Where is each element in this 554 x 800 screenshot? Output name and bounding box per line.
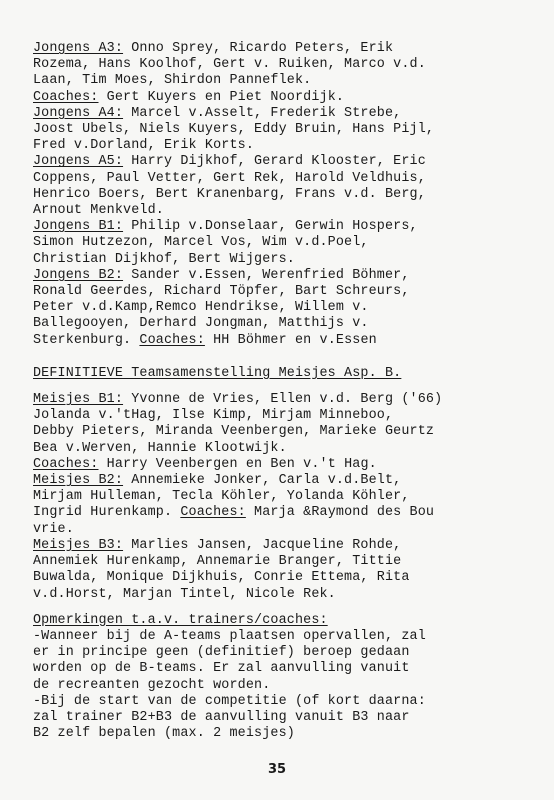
line-text: Jolanda v.'tHag, Ilse Kimp, Mirjam Minneboo, bbox=[33, 408, 394, 424]
coaches-label: Coaches: bbox=[33, 456, 99, 472]
line-text: Arnout Menkveld. bbox=[33, 203, 164, 219]
line-text: Annemieke Jonker, Carla v.d.Belt, bbox=[123, 473, 402, 489]
text-line bbox=[33, 473, 545, 489]
line-text: Ballegooyen, Derhard Jongman, Matthijs v. bbox=[33, 316, 369, 332]
text-line bbox=[33, 710, 545, 726]
line-text: worden op de B-teams. Er zal aanvulling vanuit bbox=[33, 661, 410, 677]
text-line bbox=[33, 441, 545, 457]
spacer bbox=[33, 603, 545, 613]
line-text: Debby Pieters, Miranda Veenbergen, Marieke Geurtz bbox=[33, 424, 435, 440]
text-line bbox=[33, 235, 545, 251]
text-line bbox=[33, 522, 545, 538]
team-label: Meisjes B2: bbox=[33, 473, 124, 489]
text-line bbox=[33, 489, 545, 505]
section-opmerkingen bbox=[33, 613, 545, 743]
text-line bbox=[33, 424, 545, 440]
coaches-label: Coaches: bbox=[139, 332, 205, 348]
line-text: Peter v.d.Kamp,Remco Hendrikse, Willem v. bbox=[33, 300, 369, 316]
spacer bbox=[33, 349, 545, 366]
page-number: 35 bbox=[267, 762, 287, 777]
text-line bbox=[33, 57, 545, 73]
line-text: v.d.Horst, Marjan Tintel, Nicole Rek. bbox=[33, 586, 336, 602]
line-text: B2 zelf bepalen (max. 2 meisjes) bbox=[33, 726, 295, 742]
line-text: Christian Dijkhof, Bert Wijgers. bbox=[33, 251, 295, 267]
line-text: Joost Ubels, Niels Kuyers, Eddy Bruin, Hans Pijl, bbox=[33, 122, 435, 138]
line-text: Philip v.Donselaar, Gerwin Hospers, bbox=[123, 219, 418, 235]
team-label: Meisjes B1: bbox=[33, 392, 124, 408]
text-line bbox=[33, 122, 545, 138]
line-text: Sterkenburg. bbox=[33, 332, 140, 348]
section-heading: Opmerkingen t.a.v. trainers/coaches: bbox=[33, 612, 328, 628]
text-line bbox=[33, 252, 545, 268]
text-line bbox=[33, 154, 545, 170]
line-text: Simon Hutzezon, Marcel Vos, Wim v.d.Poel, bbox=[33, 235, 369, 251]
text-line bbox=[33, 457, 545, 473]
text-line bbox=[33, 587, 545, 603]
text-line bbox=[33, 726, 545, 742]
line-text: Rozema, Hans Koolhof, Gert v. Ruiken, Marco v.d. bbox=[33, 57, 426, 73]
text-line bbox=[33, 187, 545, 203]
text-line bbox=[33, 219, 545, 235]
spacer bbox=[33, 382, 545, 392]
team-label: Meisjes B3: bbox=[33, 537, 124, 553]
document-body bbox=[33, 41, 545, 742]
text-line bbox=[33, 284, 545, 300]
line-text: Annemiek Hurenkamp, Annemarie Branger, Tittie bbox=[33, 554, 402, 570]
text-line bbox=[33, 203, 545, 219]
text-line bbox=[33, 694, 545, 710]
line-text: Sander v.Essen, Werenfried Böhmer, bbox=[123, 267, 410, 283]
line-text: Yvonne de Vries, Ellen v.d. Berg ('66) bbox=[123, 392, 443, 408]
team-label: Jongens A5: bbox=[33, 154, 124, 170]
text-line bbox=[33, 106, 545, 122]
line-text: Coppens, Paul Vetter, Gert Rek, Harold Veldhuis, bbox=[33, 170, 426, 186]
text-line bbox=[33, 138, 545, 154]
text-line bbox=[33, 333, 545, 349]
section-heading: DEFINITIEVE Teamsamenstelling Meisjes Asp. B. bbox=[33, 365, 402, 381]
line-text: HH Böhmer en v.Essen bbox=[204, 332, 377, 348]
text-line bbox=[33, 300, 545, 316]
line-text: vrie. bbox=[33, 521, 74, 537]
line-text: de recreanten gezocht worden. bbox=[33, 677, 271, 693]
line-text: Buwalda, Monique Dijkhuis, Conrie Ettema, Rita bbox=[33, 570, 410, 586]
text-line bbox=[33, 408, 545, 424]
text-line bbox=[33, 629, 545, 645]
line-text: Mirjam Hulleman, Tecla Köhler, Yolanda Köhler, bbox=[33, 489, 410, 505]
team-label: Jongens B1: bbox=[33, 219, 124, 235]
coaches-label: Coaches: bbox=[33, 89, 99, 105]
team-label: Jongens A3: bbox=[33, 41, 124, 56]
line-text: Fred v.Dorland, Erik Korts. bbox=[33, 138, 255, 154]
line-text: Bea v.Werven, Hannie Klootwijk. bbox=[33, 440, 287, 456]
line-text: Marja &Raymond des Bou bbox=[245, 505, 435, 521]
line-text: Onno Sprey, Ricardo Peters, Erik bbox=[123, 41, 394, 56]
text-line bbox=[33, 171, 545, 187]
line-text: Ronald Geerdes, Richard Töpfer, Bart Schreurs, bbox=[33, 284, 410, 300]
line-text: Gert Kuyers en Piet Noordijk. bbox=[98, 89, 345, 105]
line-text: Henrico Boers, Bert Kranenbarg, Frans v.d. Berg, bbox=[33, 186, 426, 202]
line-text: zal trainer B2+B3 de aanvulling vanuit B3 naar bbox=[33, 709, 410, 725]
text-line bbox=[33, 678, 545, 694]
text-line bbox=[33, 554, 545, 570]
text-line bbox=[33, 41, 545, 57]
text-line bbox=[33, 570, 545, 586]
line-text: -Wanneer bij de A-teams plaatsen opervallen, zal bbox=[33, 628, 426, 644]
section-meisjes bbox=[33, 366, 545, 603]
line-text: Harry Dijkhof, Gerard Klooster, Eric bbox=[123, 154, 426, 170]
text-line bbox=[33, 90, 545, 106]
line-text: er in principe geen (definitief) beroep gedaan bbox=[33, 645, 410, 661]
line-text: Ingrid Hurenkamp. bbox=[33, 505, 181, 521]
text-line bbox=[33, 661, 545, 677]
text-line bbox=[33, 505, 545, 521]
text-line bbox=[33, 73, 545, 89]
line-text: -Bij de start van de competitie (of kort daarna: bbox=[33, 693, 426, 709]
line-text: Marlies Jansen, Jacqueline Rohde, bbox=[123, 537, 402, 553]
text-line bbox=[33, 316, 545, 332]
section-jongens bbox=[33, 41, 545, 349]
text-line bbox=[33, 392, 545, 408]
text-line bbox=[33, 268, 545, 284]
line-text: Harry Veenbergen en Ben v.'t Hag. bbox=[98, 456, 377, 472]
team-label: Jongens A4: bbox=[33, 105, 124, 121]
text-line bbox=[33, 538, 545, 554]
line-text: Laan, Tim Moes, Shirdon Panneflek. bbox=[33, 73, 312, 89]
text-line bbox=[33, 645, 545, 661]
coaches-label: Coaches: bbox=[180, 505, 246, 521]
line-text: Marcel v.Asselt, Frederik Strebe, bbox=[123, 105, 402, 121]
team-label: Jongens B2: bbox=[33, 267, 124, 283]
